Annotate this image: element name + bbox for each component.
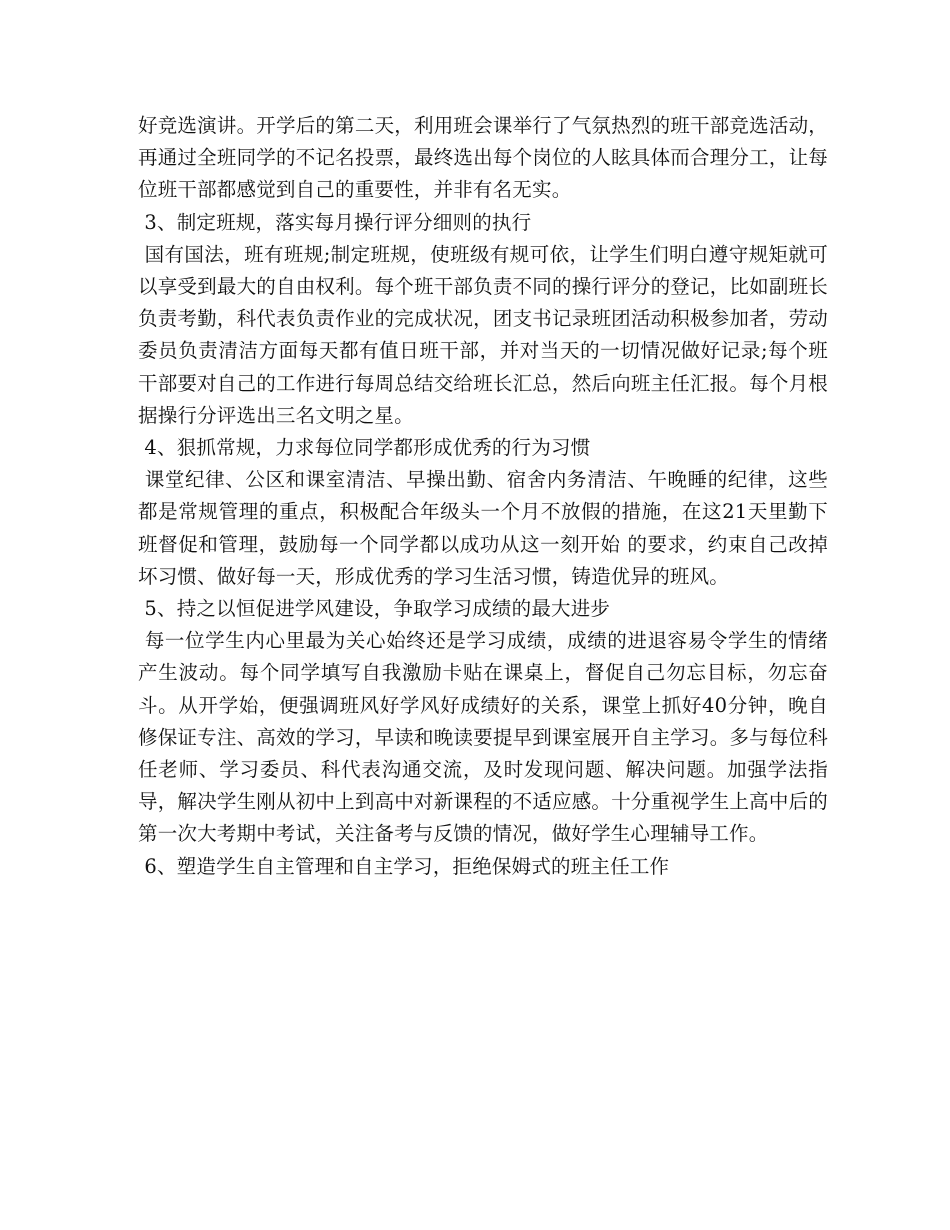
paragraph-election: 好竞选演讲。开学后的第二天，利用班会课举行了气氛热烈的班干部竞选活动，再通过全班同学的不记名投票，最终选出每个岗位的人眩具体而合理分工，让每位班干部都感觉到自己的重要性，并非有名无实。 — [138, 114, 828, 202]
paragraph-routine-habits: 课堂纪律、公区和课室清洁、早操出勤、宿舍内务清洁、午晚睡的纪律，这些都是常规管理的重点，积极配合年级头一个月不放假的措施，在这21天里勤下班督促和管理，鼓励每一个同学都以成功从这一刻开始 的要求，约束自己改掉坏习惯、做好每一天，形成优秀的学习生活习惯，铸造优异的班风。 — [138, 468, 828, 588]
document-page — [138, 110, 828, 883]
paragraph-study-style: 每一位学生内心里最为关心始终还是学习成绩，成绩的进退容易令学生的情绪产生波动。每个同学填写自我激励卡贴在课桌上，督促自己勿忘目标，勿忘奋斗。从开学始，便强调班风好学风好成绩好的关系，课堂上抓好40分钟，晚自修保证专注、高效的学习，早读和晚读要提早到课室展开自主学习。多与每位科任老师、学习委员、科代表沟通交流，及时发现问题、解决问题。加强学法指导，解决学生刚从初中上到高中对新课程的不适应感。十分重视学生上高中后的第一次大考期中考试，关注备考与反馈的情况，做好学生心理辅导工作。 — [138, 629, 828, 846]
section-heading-5: 5、持之以恒促进学风建设，争取学习成绩的最大进步 — [138, 597, 611, 621]
section-heading-4: 4、狠抓常规，力求每位同学都形成优秀的行为习惯 — [138, 436, 591, 460]
paragraph-class-rules: 国有国法，班有班规;制定班规，使班级有规可依，让学生们明白遵守规矩就可以享受到最大的自由权利。每个班干部负责不同的操行评分的登记，比如副班长负责考勤，科代表负责作业的完成状况，团支书记录班团活动积极参加者，劳动委员负责清洁方面每天都有值日班干部，并对当天的一切情况做好记录;每个班干部要对自己的工作进行每周总结交给班长汇总，然后向班主任汇报。每个月根据操行分评选出三名文明之星。 — [138, 242, 828, 427]
section-heading-3: 3、制定班规，落实每月操行评分细则的执行 — [138, 210, 532, 234]
section-heading-6: 6、塑造学生自主管理和自主学习，拒绝保姆式的班主任工作 — [138, 854, 670, 878]
